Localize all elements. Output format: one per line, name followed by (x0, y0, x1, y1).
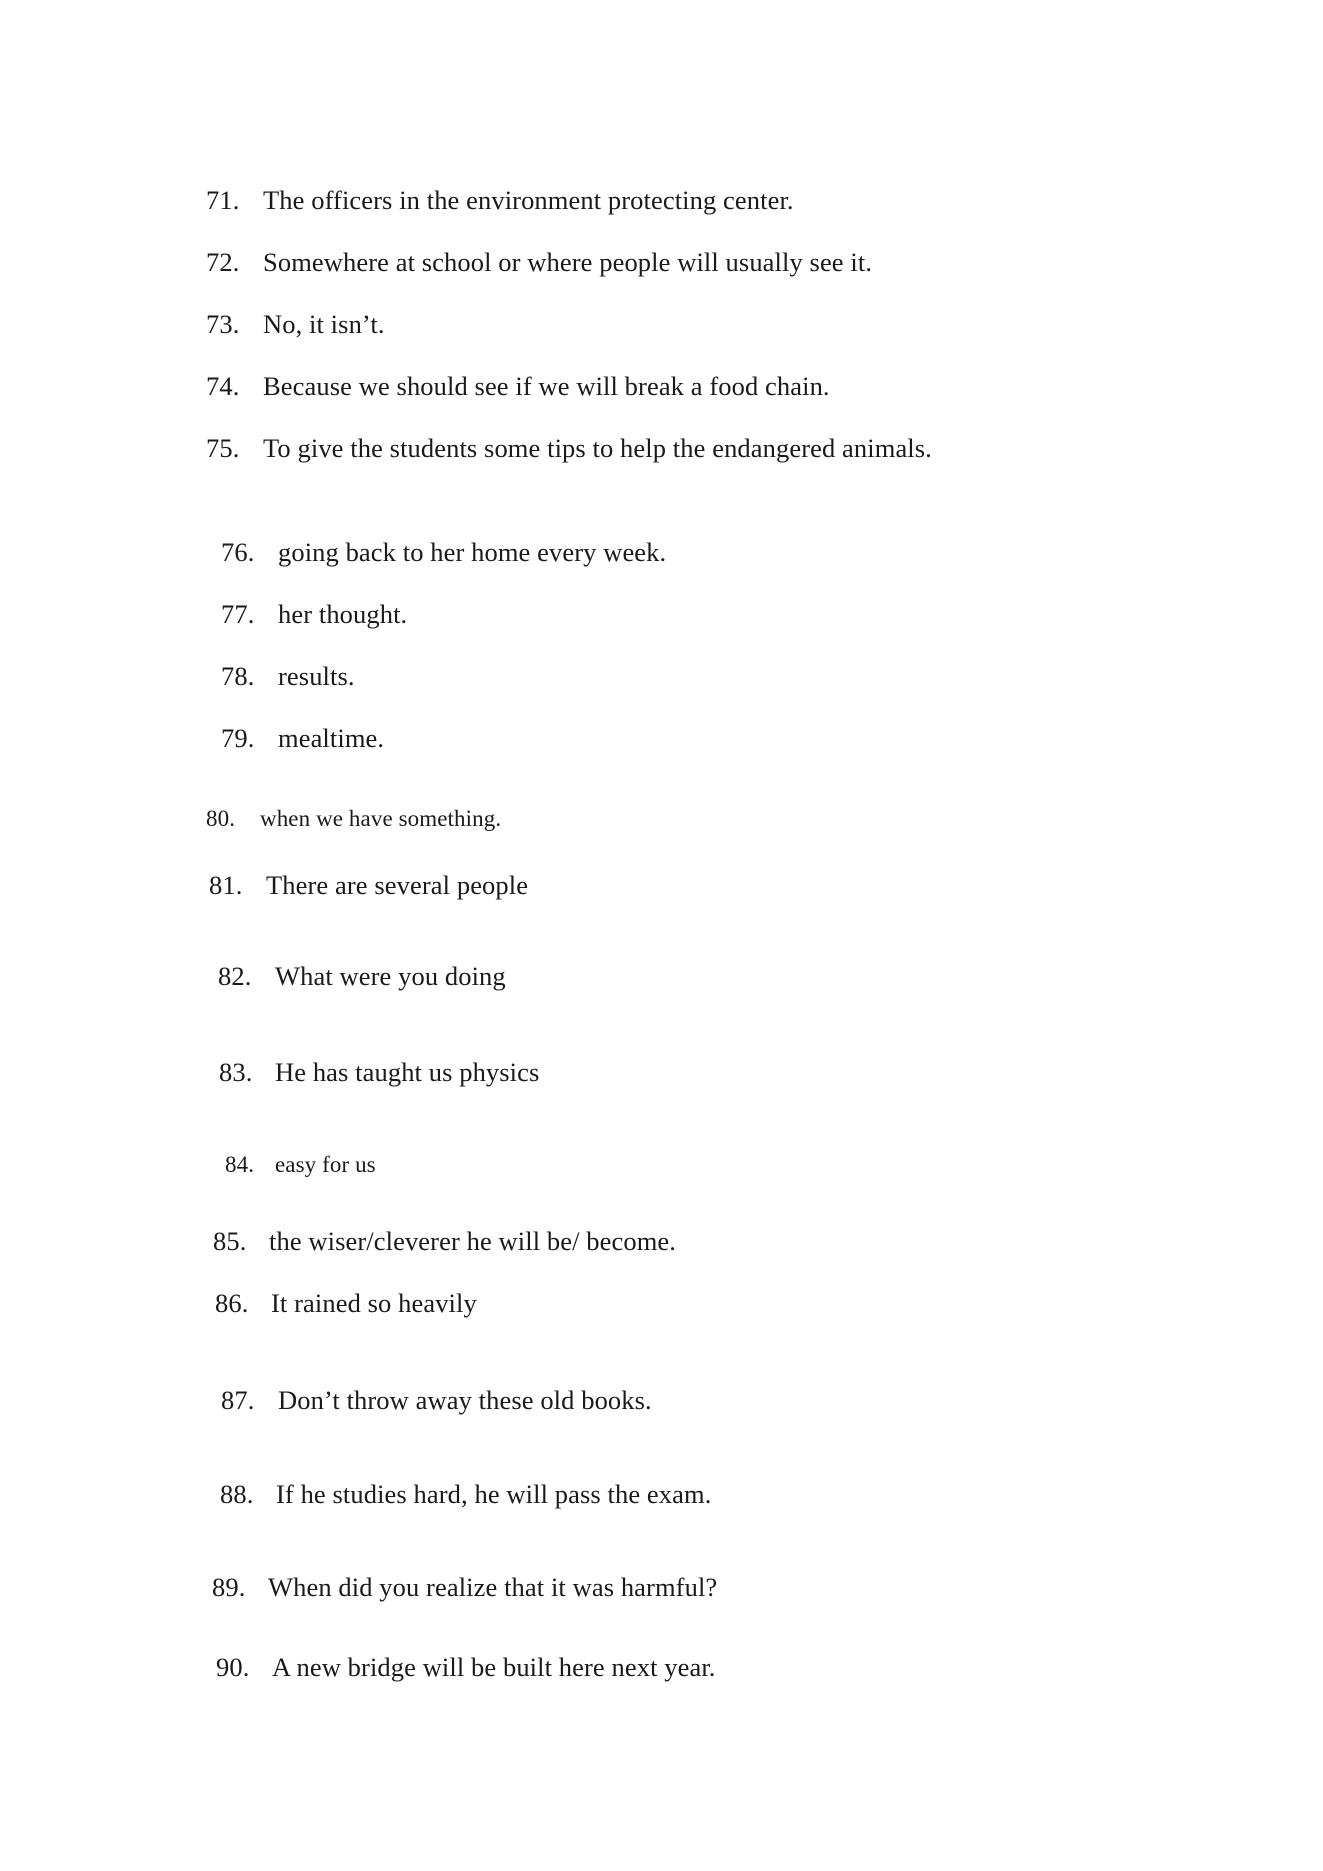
answer-72 (206, 246, 872, 278)
answer-number: 89. (212, 1572, 246, 1602)
answer-text: going back to her home every week. (278, 537, 667, 567)
answer-number: 77. (221, 599, 255, 629)
answer-number: 71. (206, 185, 240, 215)
answer-text: It rained so heavily (271, 1288, 477, 1318)
answer-number: 86. (215, 1288, 249, 1318)
answer-85 (213, 1225, 676, 1257)
answer-text: No, it isn’t. (263, 309, 385, 339)
answer-86 (215, 1287, 477, 1319)
answer-text: There are several people (266, 870, 529, 900)
answer-text: What were you doing (275, 961, 506, 991)
answer-number: 87. (221, 1385, 255, 1415)
answer-89 (212, 1571, 717, 1603)
answer-text: Somewhere at school or where people will usually see it. (263, 247, 873, 277)
answer-number: 75. (206, 433, 240, 463)
answer-text: Don’t throw away these old books. (278, 1385, 652, 1415)
answer-text: Because we should see if we will break a food chain. (263, 371, 830, 401)
answer-text: when we have something. (260, 806, 502, 831)
answer-90 (216, 1651, 716, 1683)
answer-75 (206, 432, 932, 464)
answer-text: If he studies hard, he will pass the exam. (276, 1479, 712, 1509)
answer-82 (218, 960, 506, 992)
answer-79 (221, 722, 384, 754)
answer-76 (221, 536, 666, 568)
answer-number: 84. (225, 1152, 255, 1177)
answer-text: To give the students some tips to help the endangered animals. (263, 433, 932, 463)
answer-number: 80. (206, 806, 236, 831)
answer-number: 74. (206, 371, 240, 401)
answer-number: 76. (221, 537, 255, 567)
answer-text: He has taught us physics (275, 1057, 540, 1087)
answer-number: 81. (209, 870, 243, 900)
answer-text: The officers in the environment protecting center. (263, 185, 794, 215)
answer-text: mealtime. (278, 723, 385, 753)
answer-73 (206, 308, 385, 340)
answer-number: 72. (206, 247, 240, 277)
answer-number: 79. (221, 723, 255, 753)
answer-84 (225, 1149, 376, 1181)
answer-78 (221, 660, 355, 692)
answer-83 (219, 1056, 539, 1088)
answer-number: 82. (218, 961, 252, 991)
answer-87 (221, 1384, 652, 1416)
answer-88 (220, 1478, 711, 1510)
answer-80 (206, 803, 501, 835)
answer-71 (206, 184, 794, 216)
answer-number: 85. (213, 1226, 247, 1256)
answer-number: 88. (220, 1479, 254, 1509)
answer-text: easy for us (275, 1152, 376, 1177)
answer-number: 83. (219, 1057, 253, 1087)
answer-number: 90. (216, 1652, 250, 1682)
answer-74 (206, 370, 830, 402)
answer-text: her thought. (278, 599, 408, 629)
answer-77 (221, 598, 407, 630)
answer-number: 78. (221, 661, 255, 691)
answer-number: 73. (206, 309, 240, 339)
answer-text: results. (278, 661, 355, 691)
answer-text: the wiser/cleverer he will be/ become. (269, 1226, 677, 1256)
answer-text: When did you realize that it was harmful? (268, 1572, 718, 1602)
answer-text: A new bridge will be built here next year. (272, 1652, 716, 1682)
answer-81 (209, 869, 528, 901)
